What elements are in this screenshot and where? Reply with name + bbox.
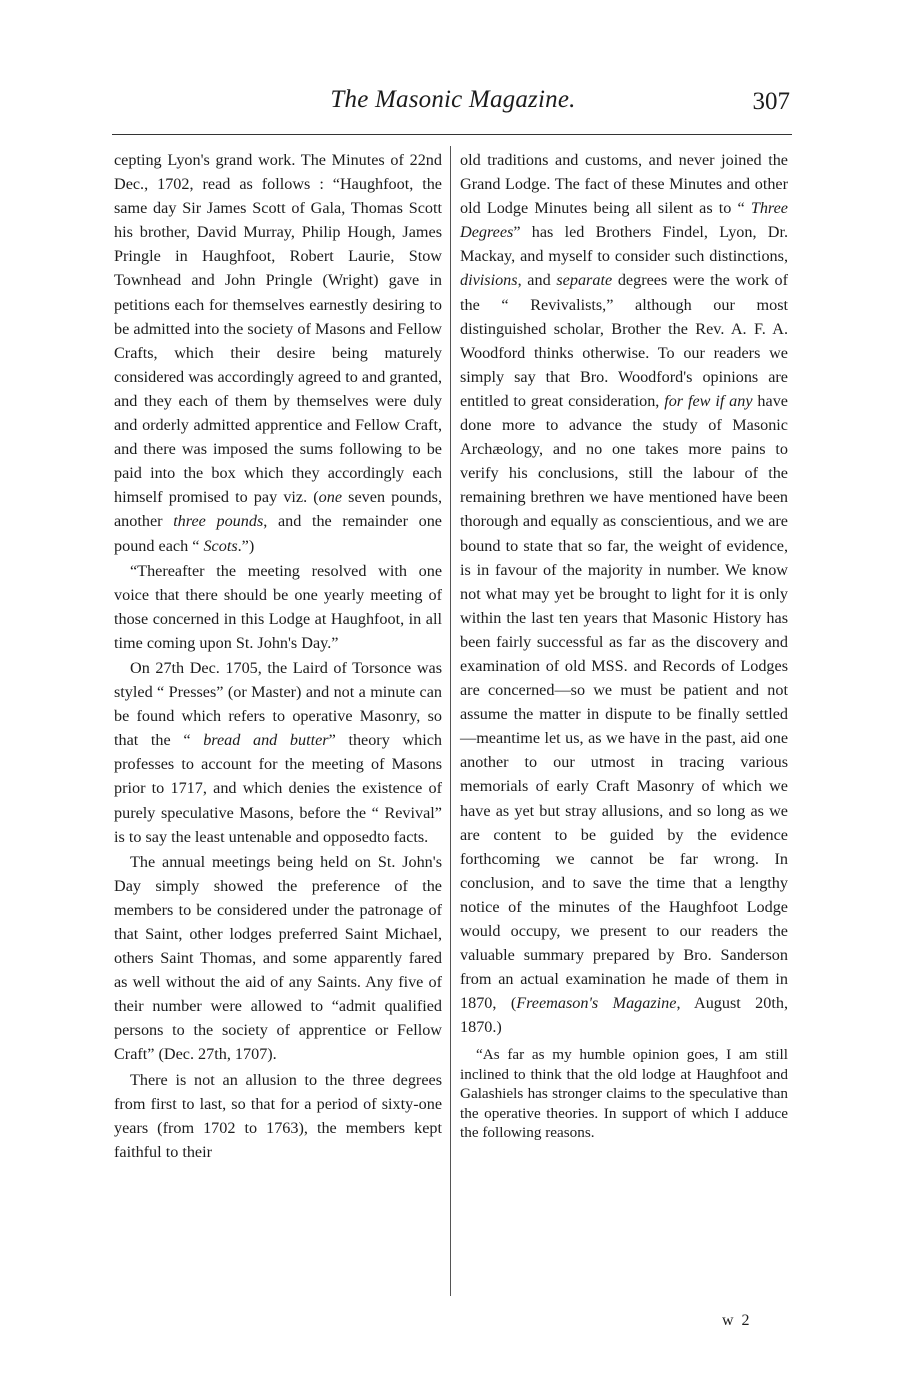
paragraph-yearly-meeting: “Thereafter the meeting resolved with one voice that there should be one yearly meeting of those concerned in this Lodge at Haughfoot, in all time coming upon St. John's Day.” — [114, 561, 442, 652]
left-column — [114, 148, 442, 1164]
column-divider — [450, 146, 451, 1296]
paragraph-annual-meetings: The annual meetings being held on St. John's Day simply showed the preference of the members to be considered under the patronage of that Saint, other lodges preferred Saint Michael, others Saint Thomas, and some apparently fared as well without the aid of any Saints. Any five of their number were allowed to “admit qualified persons to the society of apprentice or Fellow Craft” (Dec. 27th, 1707). — [114, 852, 442, 1064]
quoted-opinion: “As far as my humble opinion goes, I am still inclined to think that the old lodge at Haughfoot and Galashiels has stronger claims to the speculative than the operative theories. In support of which I adduce the following reasons. — [460, 1046, 788, 1142]
header-rule — [112, 134, 792, 135]
right-column — [460, 148, 788, 1143]
paragraph-old-traditions: old traditions and customs, and never joined the Grand Lodge. The fact of these Minutes and other old Lodge Minutes being all silent as to “ Three Degrees” has led Brothers Findel, Lyon, Dr. Mackay, and myself to consider such distinctions, divisions, and separate degrees were the work of the “ Revivalists,” although our most distinguished scholar, Brother the Rev. A. F. A. Woodford thinks otherwise. To our readers we simply say that Bro. Woodford's opinions are entitled to great consideration, for few if any have done more to advance the study of Masonic Archæology, and no one takes more pains to verify his conclusions, still the labour of the remaining brethren we have mentioned have been thorough and equally as conscientious, and we are bound to state that so far, the weight of evidence, is in favour of the majority in number. We know not what may yet be brought to light for it is only within the last ten years that Masonic History has been fairly successful as far as the discovery and examination of old MSS. and Records of Lodges are concerned—so we must be patient and not assume the matter in dispute to be finally settled—meantime let us, as we have in the past, aid one another to our utmost in tracing various memorials of early Craft Masonry of which we have as yet but stray allusions, and so long as we are content to be guided by the evidence forthcoming we cannot be far wrong. In conclusion, and to save the time that a lengthy notice of the minutes of the Haughfoot Lodge would occupy, we present to our readers the valuable summary prepared by Bro. Sanderson from an actual examination he made of them in 1870, (Freemason's Magazine, August 20th, 1870.) — [460, 151, 788, 1037]
paragraph-three-degrees: There is not an allusion to the three degrees from first to last, so that for a period of sixty-one years (from 1702 to 1763), the members kept faithful to their — [114, 1070, 442, 1161]
paragraph-minutes-1702: cepting Lyon's grand work. The Minutes of 22nd Dec., 1702, read as follows : “Haughfoot, the same day Sir James Scott of Gala, Thomas Scott his brother, David Murray, Philip Hough, James Pringle in Haughfoot, Robert Laurie, Stow Townhead and John Pringle (Wright) gave in petitions each for themselves earnestly desiring to be admitted into the society of Masons and Fellow Crafts, which their desire being maturely considered was accordingly agreed to and granted, and they each of them by themselves were duly and orderly admitted apprentice and Fellow Craft, and there was imposed the sums following to be paid into the box which they accordingly each himself promised to pay viz. (one seven pounds, another three pounds, and the remainder one pound each “ Scots.”) — [114, 151, 442, 555]
page-number: 307 — [752, 88, 790, 115]
signature-mark: w 2 — [722, 1312, 752, 1329]
running-header — [0, 84, 906, 124]
paragraph-1705: On 27th Dec. 1705, the Laird of Torsonce was styled “ Presses” (or Master) and not a minute can be found which refers to operative Masonry, so that the “ bread and butter” theory which professes to account for the meeting of Masons prior to 1717, and which denies the existence of purely speculative Masons, before the “ Revival” is to say the least untenable and opposedto facts. — [114, 658, 443, 846]
journal-title: The Masonic Magazine. — [330, 86, 576, 113]
